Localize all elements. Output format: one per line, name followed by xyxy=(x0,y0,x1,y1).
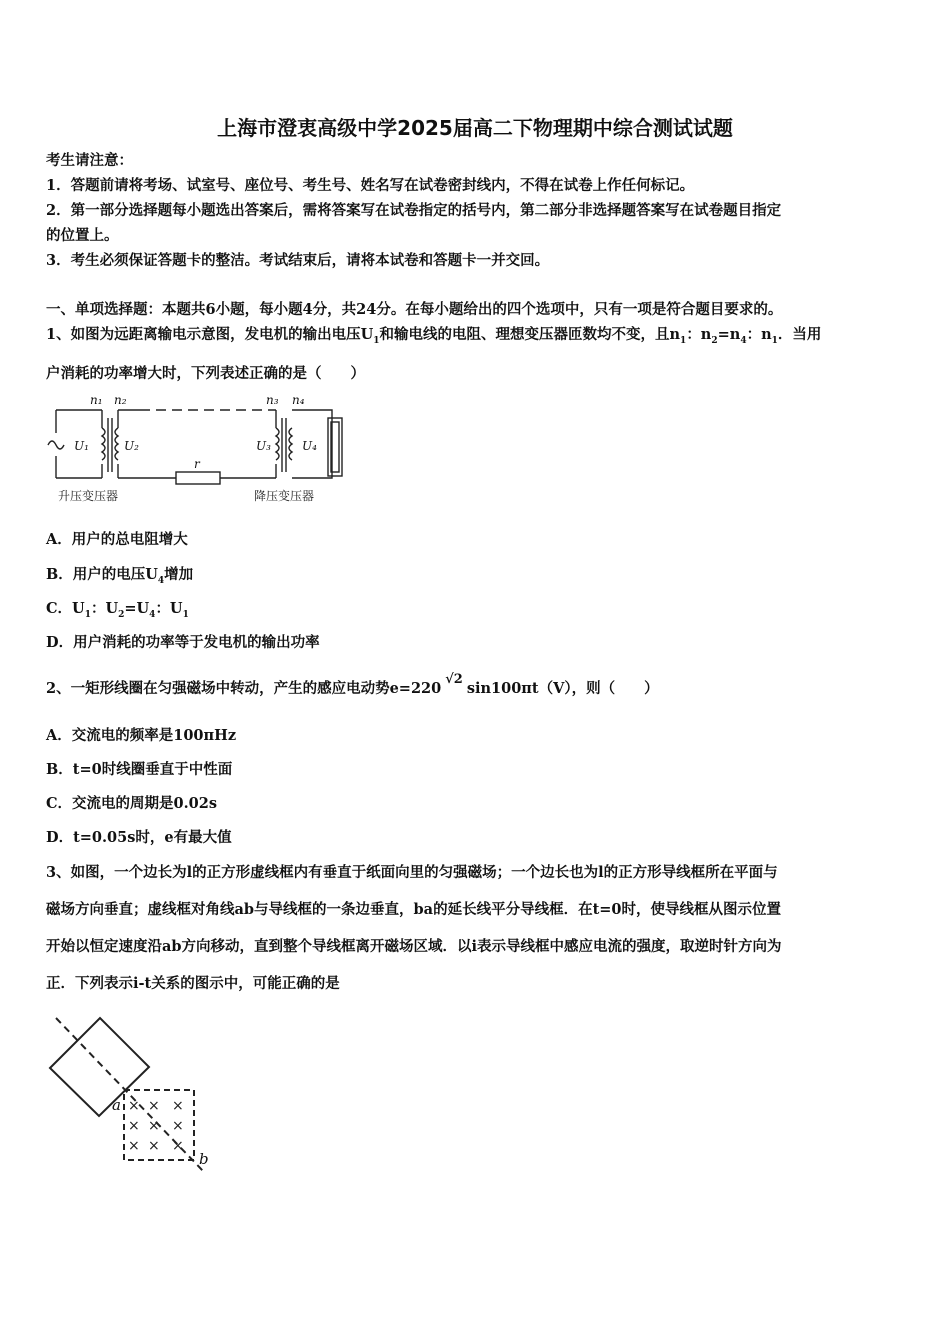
q1-text: ：n xyxy=(686,326,712,343)
label-u3: U₃ xyxy=(256,439,271,453)
cross-mark: × xyxy=(172,1138,184,1154)
label-step-down: 降压变压器 xyxy=(254,489,315,503)
sqrt-two: √2 xyxy=(445,672,463,687)
notice-item-1: 1．答题前请将考场、试室号、座位号、考生号、姓名写在试卷密封线内，不得在试卷上作任何标记。 xyxy=(46,177,695,194)
q1-circuit-figure xyxy=(44,388,364,508)
q1-text: 和输电线的电阻、理想变压器匝数均不变，且n xyxy=(379,326,681,343)
q3-stem-line2: 磁场方向垂直；虚线框对角线ab与导线框的一条边垂直，ba的延长线平分导线框．在t=0时，使导线框从图示位置 xyxy=(46,901,781,918)
notice-item-2: 2．第一部分选择题每小题选出答案后，需将答案写在试卷指定的括号内，第二部分非选择题答案写在试卷题目指定 xyxy=(46,202,782,219)
q1-stem-line2: 户消耗的功率增大时，下列表述正确的是（ ） xyxy=(46,365,365,382)
label-n2: n₂ xyxy=(114,393,127,407)
cross-mark: × xyxy=(172,1118,184,1134)
q2-option-a: A．交流电的频率是100πHz xyxy=(46,727,237,744)
q2-option-d: D．t=0.05s时，e有最大值 xyxy=(46,829,232,846)
label-u4: U₄ xyxy=(302,439,317,453)
q2-option-c: C．交流电的周期是0.02s xyxy=(46,795,218,812)
q3-figure xyxy=(44,1012,224,1177)
cross-mark: × xyxy=(128,1098,140,1114)
page-title: 上海市澄衷高级中学2025届高二下物理期中综合测试试题 xyxy=(217,116,733,140)
option-text: ：U xyxy=(155,600,183,617)
option-text: ：U xyxy=(90,600,119,617)
sub: 4 xyxy=(157,575,165,586)
cross-mark: × xyxy=(148,1118,160,1134)
q1-text: ：n xyxy=(746,326,772,343)
q1-option-c xyxy=(46,599,908,625)
cross-mark: × xyxy=(128,1138,140,1154)
label-u2: U₂ xyxy=(124,439,139,453)
sub: 1 xyxy=(84,609,91,620)
q2-option-b: B．t=0时线圈垂直于中性面 xyxy=(46,761,233,778)
q3-stem-line1: 3、如图，一个边长为l的正方形虚线框内有垂直于纸面向里的匀强磁场；一个边长也为l的正方形导线框所在平面与 xyxy=(46,864,778,881)
q1-text: =n xyxy=(717,326,741,343)
notice-item-2-cont: 的位置上。 xyxy=(46,227,119,244)
q1-option-d: D．用户消耗的功率等于发电机的输出功率 xyxy=(46,634,320,651)
sub: 1 xyxy=(680,335,687,346)
q1-text: ．当用 xyxy=(777,326,822,343)
label-a: a xyxy=(112,1096,121,1114)
label-n3: n₃ xyxy=(266,393,279,407)
label-r: r xyxy=(194,457,200,471)
sub: 4 xyxy=(740,335,747,346)
label-step-up: 升压变压器 xyxy=(58,489,119,503)
q1-option-a: A．用户的总电阻增大 xyxy=(46,531,188,548)
sub: 1 xyxy=(771,335,778,346)
sub: 1 xyxy=(182,609,189,620)
label-n1: n₁ xyxy=(90,393,103,407)
notice-heading: 考生请注意： xyxy=(46,152,133,169)
cross-mark: × xyxy=(148,1138,160,1154)
section-heading: 一、单项选择题：本题共6小题，每小题4分，共24分。在每小题给出的四个选项中，只有一项是符合题目要求的。 xyxy=(46,301,783,318)
option-text: C．U xyxy=(46,600,85,617)
cross-mark: × xyxy=(172,1098,184,1114)
label-n4: n₄ xyxy=(292,393,305,407)
q1-stem-line1 xyxy=(46,325,908,351)
q2-stem xyxy=(46,672,908,700)
option-text: 增加 xyxy=(164,566,194,583)
sub: 4 xyxy=(149,609,156,620)
sub: 2 xyxy=(118,609,125,620)
cross-mark: × xyxy=(148,1098,160,1114)
option-text: B．用户的电压U xyxy=(46,566,158,583)
q1-option-b xyxy=(46,565,908,591)
notice-item-3: 3．考生必须保证答题卡的整洁。考试结束后，请将本试卷和答题卡一并交回。 xyxy=(46,252,550,269)
cross-mark: × xyxy=(128,1118,140,1134)
q2-text: sin100πt（V），则（ ） xyxy=(466,680,659,697)
option-text: =U xyxy=(124,600,150,617)
label-u1: U₁ xyxy=(74,439,89,453)
sub: 2 xyxy=(711,335,718,346)
q2-text: 2、一矩形线圈在匀强磁场中转动，产生的感应电动势e=220 xyxy=(46,680,442,697)
label-b: b xyxy=(199,1150,209,1168)
sub: 1 xyxy=(373,335,380,346)
q3-stem-line4: 正．下列表示i-t关系的图示中，可能正确的是 xyxy=(46,975,340,992)
q3-stem-line3: 开始以恒定速度沿ab方向移动，直到整个导线框离开磁场区域．以i表示导线框中感应电流的强度，取逆时针方向为 xyxy=(46,938,782,955)
q1-text: 1、如图为远距离输电示意图，发电机的输出电压U xyxy=(46,326,374,343)
